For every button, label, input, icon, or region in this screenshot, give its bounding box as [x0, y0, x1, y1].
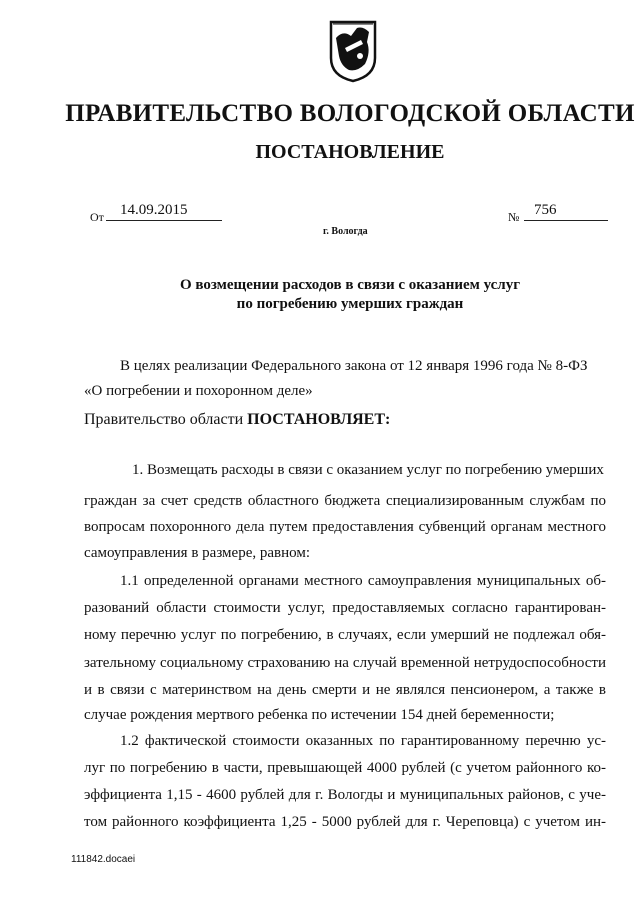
item1-2-line-3: эффициента 1,15 - 4600 рублей для г. Вологды и муниципальных районов, с уче-	[84, 787, 606, 803]
preamble-line-1: В целях реализации Федерального закона от 12 января 1996 года № 8-ФЗ	[120, 358, 588, 374]
item1-line-3: вопросам похоронного дела путем предоставления субвенций органам местного	[84, 519, 606, 535]
subject-line-1: О возмещении расходов в связи с оказанием услуг	[179, 277, 521, 293]
number-label: №	[508, 210, 520, 224]
item1-1-line-4: зательному социальному страхованию на случай временной нетрудоспособности	[84, 655, 606, 671]
item1-1-line-5: и в связи с материнством на день смерти и не являлся пенсионером, а также в	[84, 682, 606, 698]
item1-line-4: самоуправления в размере, равном:	[84, 545, 310, 561]
item1-1-line-1: 1.1 определенной органами местного самоуправления муниципальных об-	[120, 573, 606, 589]
item1-line-1: 1. Возмещать расходы в связи с оказанием услуг по погребению умерших	[132, 462, 604, 478]
item1-2-line-4: том районного коэффициента 1,25 - 5000 рублей для г. Череповца) с учетом ин-	[84, 814, 606, 830]
preamble-government-text: Правительство области	[84, 411, 248, 428]
footer-filename: 111842.docaei	[71, 854, 136, 865]
coat-of-arms-emblem	[327, 18, 379, 84]
item1-2-line-1: 1.2 фактической стоимости оказанных по гарантированному перечню ус-	[120, 733, 606, 749]
item1-1-line-3: ному перечню услуг по погребению, в случаях, если умерший не подлежал обя-	[84, 627, 606, 643]
preamble-line-2: «О погребении и похоронном деле»	[84, 383, 313, 399]
item1-1-line-6: случае рождения мертвого ребенка по истечении 154 дней беременности;	[84, 707, 555, 723]
preamble-resolves-text: ПОСТАНОВЛЯЕТ:	[247, 411, 391, 428]
organization-title: ПРАВИТЕЛЬСТВО ВОЛОГОДСКОЙ ОБЛАСТИ	[65, 100, 635, 127]
item1-2-line-2: луг по погребению в части, превышающей 4000 рублей (с учетом районного ко-	[84, 760, 606, 776]
document-date: 14.09.2015	[106, 202, 222, 221]
preamble-line-3	[84, 411, 390, 429]
date-label: От	[90, 210, 104, 224]
item1-line-2: граждан за счет средств областного бюджета специализированным службам по	[84, 493, 606, 509]
document-type-title: ПОСТАНОВЛЕНИЕ	[255, 141, 445, 163]
item1-1-line-2: разований области стоимости услуг, предоставляемых согласно гарантирован-	[84, 600, 606, 616]
city-label: г. Вологда	[323, 226, 368, 237]
subject-line-2: по погребению умерших граждан	[236, 296, 464, 312]
document-number: 756	[524, 202, 608, 221]
